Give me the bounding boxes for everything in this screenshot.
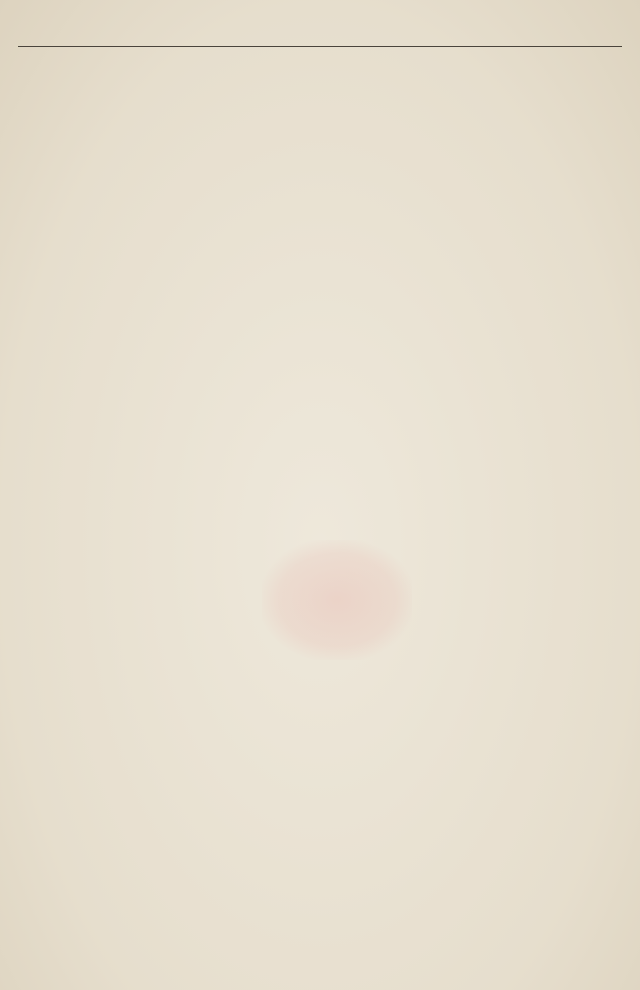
lower-text-block — [30, 558, 610, 958]
upper-text-block — [30, 56, 610, 548]
page-header — [18, 24, 622, 47]
